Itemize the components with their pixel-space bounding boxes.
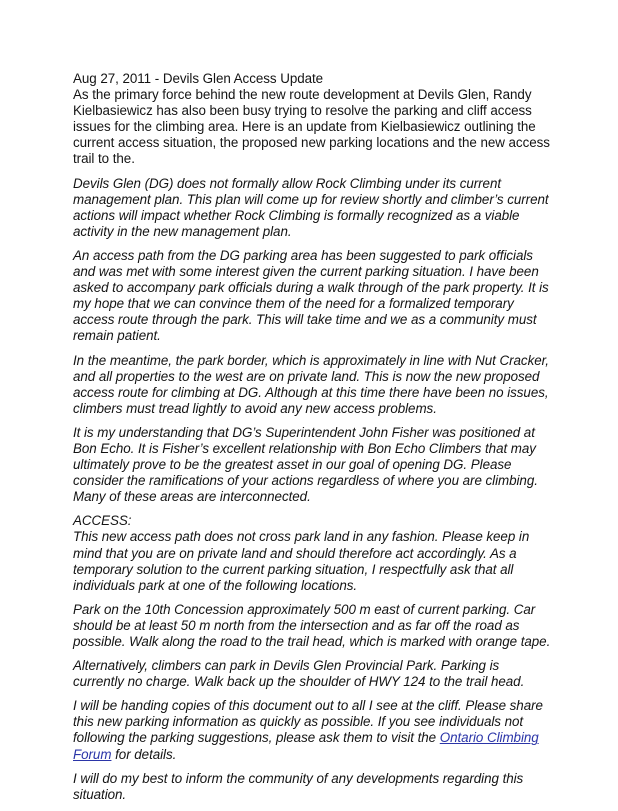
parking-option-concession: Park on the 10th Concession approximately 500 m east of current parking. Car should be at least 50 m north from the intersection and as far off the road as possible. Walk along the road to the trail head, which is marked with orange tape. [73,601,551,649]
closing-paragraph: I will do my best to inform the community of any developments regarding this situation. [73,770,524,802]
superintendent-paragraph: It is my understanding that DG’s Superintendent John Fisher was positioned at Bon Echo. It is Fisher’s excellent relationship with Bon Echo Climbers that may ultimately prove to be the greatest asset in our goal of opening DG. Please consider the ramifications of your actions regardless of where you are climbing. Many of these areas are interconnected. [73,424,538,505]
intro-text: As the primary force behind the new route development at Devils Glen, Randy Kielbasiewicz has also been busy trying to resolve the parking and cliff access issues for the climbing area. Here is an update from Kielbasiewicz outlining the current access situation, the proposed new parking locations and the new access trail to the. [73,87,550,167]
parking-option-provincial-park: Alternatively, climbers can park in Devils Glen Provincial Park. Parking is currently no charge. Walk back up the shoulder of HWY 124 to the trail head. [73,658,525,690]
park-border-paragraph: In the meantime, the park border, which is approximately in line with Nut Cracker, and all properties to the west are on private land. This is now the new proposed access route for climbing at DG. Although at this time there have been no issues, climbers must tread lightly to avoid any new access problems. [73,352,549,416]
access-body: This new access path does not cross park land in any fashion. Please keep in mind that you are on private land and should therefore act accordingly. As a temporary solution to the current parking situation, I respectfully ask that all individuals park at one of the following locations. [73,529,530,593]
ontario-climbing-forum-link[interactable]: Ontario Climbing Forum [73,730,539,762]
management-plan-paragraph: Devils Glen (DG) does not formally allow Rock Climbing under its current management plan. This plan will come up for review shortly and climber’s current actions will impact whether Rock Climbing is formally recognized as a viable activity in the new management plan. [73,175,549,239]
document-title: Aug 27, 2011 - Devils Glen Access Update [73,71,324,86]
sharing-paragraph [73,698,553,762]
sharing-text-before: I will be handing copies of this document out to all I see at the cliff. Please share this new parking information as quickly as possible. If you see individuals not following the parking suggestions, please ask them to visit the [73,698,543,746]
access-heading: ACCESS: [73,513,132,529]
access-section [73,513,553,593]
document-page [73,71,553,811]
access-path-paragraph: An access path from the DG parking area has been suggested to park officials and was met with some interest given the current parking situation. I have been asked to accompany park officials during a walk through of the park property. It is my hope that we can convince them of the need for a formalized temporary access route through the park. This will take time and we as a community must remain patient. [73,247,549,344]
intro-paragraph [73,71,553,168]
sharing-text-after: for details. [111,746,177,762]
